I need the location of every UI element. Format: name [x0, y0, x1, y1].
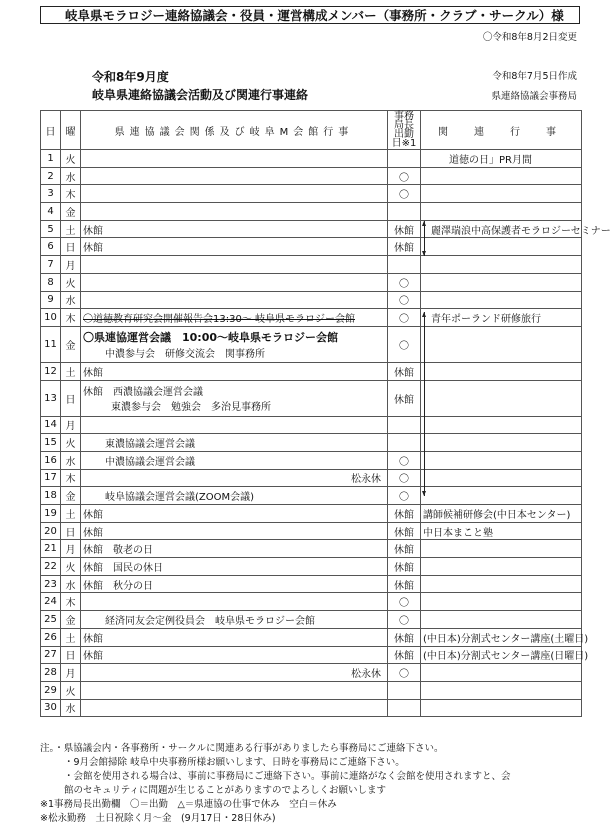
staff-off-note — [381, 294, 385, 305]
day-cell: 11 — [41, 326, 61, 362]
dow-cell: 火 — [61, 150, 81, 168]
day-cell: 30 — [41, 699, 61, 717]
related-cell — [421, 291, 582, 309]
activity-text — [83, 470, 105, 481]
activity-line — [83, 153, 385, 164]
activity-cell — [81, 185, 388, 203]
day-cell: 8 — [41, 273, 61, 291]
dow-cell: 日 — [61, 522, 81, 540]
activity-cell — [81, 238, 388, 256]
activity-line — [83, 435, 385, 450]
table-row — [41, 416, 582, 434]
attendance-cell — [388, 256, 421, 274]
table-row — [41, 664, 582, 682]
activity-line — [83, 310, 385, 325]
activity-text — [83, 665, 105, 676]
table-row — [41, 487, 582, 505]
related-cell — [421, 451, 582, 469]
activity-cell — [81, 203, 388, 221]
closed-label: 休館 — [83, 225, 103, 237]
related-cell — [421, 664, 582, 682]
related-cell — [421, 238, 582, 256]
day-cell: 16 — [41, 451, 61, 469]
dow-cell: 金 — [61, 326, 81, 362]
related-cell — [421, 681, 582, 699]
staff-off-note — [381, 488, 385, 503]
related-cell — [421, 167, 582, 185]
related-cell — [421, 273, 582, 291]
dow-cell: 月 — [61, 664, 81, 682]
attendance-cell: 〇 — [388, 487, 421, 505]
dow-cell: 木 — [61, 469, 81, 487]
attendance-cell: 休館 — [388, 628, 421, 646]
notes — [40, 742, 585, 826]
attendance-cell: 〇 — [388, 273, 421, 291]
related-cell — [421, 203, 582, 221]
activity-line — [83, 559, 385, 574]
activity-cell — [81, 220, 388, 238]
staff-off-note — [381, 630, 385, 645]
staff-off-note — [381, 435, 385, 450]
day-cell: 23 — [41, 575, 61, 593]
staff-off-note — [381, 206, 385, 217]
activity-line — [83, 239, 385, 254]
related-cell — [421, 540, 582, 558]
table-row — [41, 451, 582, 469]
table-row — [41, 593, 582, 611]
day-cell: 6 — [41, 238, 61, 256]
closed-label: 休館 — [83, 509, 103, 521]
table-row — [41, 522, 582, 540]
table-row — [41, 203, 582, 221]
attendance-cell — [388, 434, 421, 452]
attendance-cell: 休館 — [388, 380, 421, 416]
note-1: 注。・県協議会内・各事務所・サークルに関連ある行事がありましたら事務局にご連絡下さい。 — [40, 743, 444, 754]
attendance-cell: 〇 — [388, 593, 421, 611]
activity-cell — [81, 505, 388, 523]
table-row — [41, 362, 582, 380]
related-cell: 講師候補研修会(中日本センター) — [421, 505, 582, 523]
activity-cell — [81, 628, 388, 646]
closed-label: 休館 — [83, 367, 103, 379]
attendance-cell: 休館 — [388, 558, 421, 576]
day-cell: 4 — [41, 203, 61, 221]
note-4: ※1事務局長出勤欄 〇＝出勤 △＝県連協の仕事で休み 空白＝休み — [40, 799, 337, 810]
dow-cell: 金 — [61, 611, 81, 629]
table-row — [41, 380, 582, 416]
table-row — [41, 150, 582, 168]
table-row — [41, 611, 582, 629]
day-cell: 3 — [41, 185, 61, 203]
activity-line — [83, 222, 385, 237]
dow-cell: 木 — [61, 309, 81, 327]
activity-text: 西濃協議会運営会議 — [113, 387, 203, 399]
table-row — [41, 469, 582, 487]
day-cell: 22 — [41, 558, 61, 576]
related-cell — [421, 558, 582, 576]
day-cell: 2 — [41, 167, 61, 185]
staff-off-note — [381, 541, 385, 556]
dow-cell: 土 — [61, 220, 81, 238]
table-row — [41, 681, 582, 699]
dow-cell: 水 — [61, 575, 81, 593]
attendance-cell: 〇 — [388, 664, 421, 682]
activity-text: 国民の休日 — [113, 562, 163, 574]
closed-label: 休館 — [83, 527, 103, 539]
activity-line — [83, 329, 385, 345]
attendance-cell: 休館 — [388, 220, 421, 238]
activity-text: 敬老の日 — [113, 545, 153, 557]
activity-line — [83, 541, 385, 556]
activity-cell — [81, 646, 388, 664]
table-row — [41, 256, 582, 274]
activity-line — [83, 171, 385, 182]
dow-cell: 土 — [61, 362, 81, 380]
attendance-cell: 休館 — [388, 505, 421, 523]
activity-cell — [81, 326, 388, 362]
day-cell: 21 — [41, 540, 61, 558]
day-cell: 15 — [41, 434, 61, 452]
activity-line — [83, 665, 385, 680]
day-cell: 28 — [41, 664, 61, 682]
related-cell — [421, 611, 582, 629]
dow-cell: 金 — [61, 203, 81, 221]
related-cell — [421, 434, 582, 452]
activity-cell — [81, 150, 388, 168]
table-row — [41, 540, 582, 558]
activity-text — [83, 153, 105, 164]
related-cell — [421, 416, 582, 434]
related-cell — [421, 362, 582, 380]
table-row — [41, 628, 582, 646]
activity-line — [83, 596, 385, 607]
activity-cell — [81, 522, 388, 540]
attendance-cell: 〇 — [388, 185, 421, 203]
changed-date: 〇令和8年8月2日変更 — [482, 32, 577, 43]
activity-cell — [81, 558, 388, 576]
staff-off-note — [381, 647, 385, 662]
activity-line — [83, 277, 385, 288]
attendance-cell — [388, 203, 421, 221]
activity-cell — [81, 451, 388, 469]
closed-label: 休館 — [83, 243, 103, 255]
dow-cell: 水 — [61, 451, 81, 469]
activity-line — [83, 294, 385, 305]
activity-cell — [81, 469, 388, 487]
day-cell: 10 — [41, 309, 61, 327]
table-row — [41, 273, 582, 291]
day-cell: 26 — [41, 628, 61, 646]
dow-cell: 水 — [61, 291, 81, 309]
created-date: 令和8年7月5日作成 — [492, 71, 577, 82]
activity-text: 〇道徳教育研究会開催報告会13:30～ 岐阜県モラロジー会館 — [83, 314, 355, 326]
activity-line — [83, 470, 385, 485]
related-cell: 中日本まこと塾 — [421, 522, 582, 540]
day-cell: 25 — [41, 611, 61, 629]
attendance-cell — [388, 416, 421, 434]
staff-off-note — [381, 171, 385, 182]
day-cell: 24 — [41, 593, 61, 611]
activity-text: 経済同友会定例役員会 岐阜県モラロジー会館 — [105, 615, 315, 627]
attendance-cell — [388, 699, 421, 717]
activity-text: 東濃協議会運営会議 — [105, 439, 195, 451]
activity-text — [83, 702, 105, 713]
activity-cell — [81, 681, 388, 699]
activity-cell — [81, 540, 388, 558]
activity-line — [83, 647, 385, 662]
related-cell — [421, 469, 582, 487]
staff-off-note — [381, 222, 385, 237]
dow-cell: 土 — [61, 628, 81, 646]
staff-off-note — [381, 329, 385, 345]
table-row — [41, 238, 582, 256]
related-cell: 青年ポーランド研修旅行 — [421, 309, 582, 327]
attendance-cell: 休館 — [388, 522, 421, 540]
activity-text — [83, 685, 105, 696]
staff-off-note — [381, 383, 385, 398]
attendance-cell: 〇 — [388, 469, 421, 487]
table-row — [41, 309, 582, 327]
activity-text — [83, 206, 105, 217]
attendance-cell: 〇 — [388, 451, 421, 469]
related-cell — [421, 256, 582, 274]
staff-off-note — [381, 239, 385, 254]
activity-cell — [81, 611, 388, 629]
col-day: 日 — [41, 111, 61, 150]
issuer: 県連絡協議会事務局 — [491, 91, 577, 102]
staff-off-note — [381, 596, 385, 607]
activity-line — [83, 188, 385, 199]
activity-line — [83, 364, 385, 379]
related-cell — [421, 326, 582, 362]
dow-cell: 日 — [61, 380, 81, 416]
staff-off-note: 松永休 — [351, 669, 381, 681]
attendance-cell: 〇 — [388, 611, 421, 629]
dow-cell: 木 — [61, 185, 81, 203]
activity-text: 中濃協議会運営会議 — [105, 456, 195, 468]
col-activities: 県連協議会関係及び岐阜M会館行事 — [81, 111, 388, 150]
activity-text: 秋分の日 — [113, 580, 153, 592]
activity-text-2: 東濃参与会 勉強会 多治見事務所 — [111, 402, 271, 414]
staff-off-note — [381, 419, 385, 430]
day-cell: 13 — [41, 380, 61, 416]
staff-off-note — [381, 188, 385, 199]
activity-line — [83, 259, 385, 270]
activity-line — [83, 702, 385, 713]
closed-label: 休館 — [83, 580, 103, 592]
attendance-cell: 休館 — [388, 540, 421, 558]
table-row — [41, 558, 582, 576]
table-header-row — [41, 111, 582, 150]
activity-cell — [81, 575, 388, 593]
activity-line — [83, 612, 385, 627]
related-cell: 道徳の日」PR月間 — [421, 150, 582, 168]
activity-cell — [81, 291, 388, 309]
related-cell — [421, 487, 582, 505]
activity-cell — [81, 434, 388, 452]
dow-cell: 火 — [61, 558, 81, 576]
col-related: 関 連 行 事 — [421, 111, 582, 150]
activity-line — [83, 383, 385, 398]
staff-off-note — [381, 453, 385, 468]
dow-cell: 金 — [61, 487, 81, 505]
header-title: 岐阜県モラロジー連絡協議会・役員・運営構成メンバー（事務所・クラブ・サークル）様 — [40, 6, 580, 24]
attendance-cell: 休館 — [388, 238, 421, 256]
activity-text — [83, 171, 105, 182]
related-cell — [421, 593, 582, 611]
day-cell: 12 — [41, 362, 61, 380]
table-row — [41, 220, 582, 238]
doc-subtitle: 岐阜県連絡協議会活動及び関連行事連絡 — [92, 88, 309, 102]
activity-cell — [81, 380, 388, 416]
closed-label: 休館 — [83, 562, 103, 574]
day-cell: 5 — [41, 220, 61, 238]
range-arrow-poland-trip — [424, 312, 425, 496]
note-2: ・9月会館掃除 岐阜中央事務所様お願いします、日時を事務局にご連絡下さい。 — [64, 757, 405, 768]
staff-off-note — [381, 524, 385, 539]
activity-text — [83, 419, 105, 430]
dow-cell: 火 — [61, 434, 81, 452]
attendance-cell: 〇 — [388, 167, 421, 185]
day-cell: 20 — [41, 522, 61, 540]
table-row — [41, 646, 582, 664]
day-cell: 18 — [41, 487, 61, 505]
dow-cell: 木 — [61, 593, 81, 611]
dow-cell: 月 — [61, 416, 81, 434]
activity-cell — [81, 487, 388, 505]
attendance-cell: 休館 — [388, 362, 421, 380]
staff-off-note — [381, 577, 385, 592]
col-attendance: 事務局長出勤日※1 — [388, 111, 421, 150]
related-cell — [421, 699, 582, 717]
table-row — [41, 575, 582, 593]
day-cell: 27 — [41, 646, 61, 664]
staff-off-note — [381, 685, 385, 696]
activity-text — [83, 596, 105, 607]
staff-off-note — [381, 364, 385, 379]
activity-cell — [81, 593, 388, 611]
activity-text — [83, 277, 105, 288]
table-row — [41, 699, 582, 717]
related-cell: 麗澤瑞浪中高保護者モラロジーセミナー — [421, 220, 582, 238]
activity-cell — [81, 699, 388, 717]
activity-line — [83, 524, 385, 539]
table-row — [41, 291, 582, 309]
related-cell — [421, 380, 582, 416]
table-row — [41, 185, 582, 203]
note-3a: ・会館を使用される場合は、事前に事務局にご連絡下さい。事前に連絡がなく会館を使用されますと、会 — [64, 771, 511, 782]
closed-label: 休館 — [83, 387, 103, 399]
activity-cell — [81, 167, 388, 185]
attendance-cell: 〇 — [388, 291, 421, 309]
activity-text-2: 中濃参与会 研修交流会 関事務所 — [105, 348, 265, 360]
table-row — [41, 326, 582, 362]
activity-cell — [81, 273, 388, 291]
staff-off-note: 松永休 — [351, 474, 381, 486]
activity-text — [83, 259, 105, 270]
dow-cell: 火 — [61, 273, 81, 291]
attendance-cell: 〇 — [388, 309, 421, 327]
related-cell — [421, 575, 582, 593]
attendance-cell: 休館 — [388, 646, 421, 664]
activity-cell — [81, 256, 388, 274]
table-row — [41, 167, 582, 185]
attendance-cell — [388, 681, 421, 699]
month-title: 令和8年9月度 — [92, 70, 169, 84]
dow-cell: 日 — [61, 646, 81, 664]
activity-line — [83, 206, 385, 217]
staff-off-note — [381, 310, 385, 325]
dow-cell: 水 — [61, 699, 81, 717]
day-cell: 7 — [41, 256, 61, 274]
activity-line — [83, 685, 385, 696]
closed-label: 休館 — [83, 545, 103, 557]
activity-line — [83, 488, 385, 503]
table-row — [41, 505, 582, 523]
attendance-cell — [388, 150, 421, 168]
activity-line — [83, 453, 385, 468]
staff-off-note — [381, 506, 385, 521]
day-cell: 9 — [41, 291, 61, 309]
table-row — [41, 434, 582, 452]
activity-cell — [81, 416, 388, 434]
schedule-table — [40, 110, 611, 717]
dow-cell: 月 — [61, 256, 81, 274]
staff-off-note — [381, 612, 385, 627]
attendance-cell: 休館 — [388, 575, 421, 593]
activity-cell — [81, 664, 388, 682]
range-arrow-seminar — [424, 221, 425, 256]
dow-cell: 火 — [61, 681, 81, 699]
activity-text: 〇県連協運営会議 10:00～岐阜県モラロジー会館 — [83, 330, 339, 344]
note-5: ※松永勤務 土日祝除く月～金 (9月17日・28日休み) — [40, 813, 276, 824]
closed-label: 休館 — [83, 633, 103, 645]
note-3b: 館のセキュリティに問題が生じることがありますのでよろしくお願いします — [64, 785, 387, 796]
dow-cell: 水 — [61, 167, 81, 185]
activity-text: 岐阜協議会運営会議(ZOOM会議) — [105, 492, 255, 504]
related-cell: (中日本)分割式センター講座(土曜日) — [421, 628, 582, 646]
activity-text — [83, 294, 105, 305]
activity-line — [83, 577, 385, 592]
dow-cell: 月 — [61, 540, 81, 558]
activity-cell — [81, 309, 388, 327]
day-cell: 17 — [41, 469, 61, 487]
activity-line — [83, 419, 385, 430]
activity-line — [83, 630, 385, 645]
related-cell: (中日本)分割式センター講座(日曜日) — [421, 646, 582, 664]
staff-off-note — [381, 559, 385, 574]
attendance-cell: 〇 — [388, 326, 421, 362]
staff-off-note — [381, 277, 385, 288]
staff-off-note — [381, 259, 385, 270]
activity-line — [83, 506, 385, 521]
staff-off-note — [381, 153, 385, 164]
related-cell — [421, 185, 582, 203]
day-cell: 1 — [41, 150, 61, 168]
closed-label: 休館 — [83, 651, 103, 663]
day-cell: 14 — [41, 416, 61, 434]
day-cell: 29 — [41, 681, 61, 699]
activity-text — [83, 188, 105, 199]
dow-cell: 土 — [61, 505, 81, 523]
day-cell: 19 — [41, 505, 61, 523]
col-dow: 曜 — [61, 111, 81, 150]
dow-cell: 日 — [61, 238, 81, 256]
activity-cell — [81, 362, 388, 380]
staff-off-note — [381, 702, 385, 713]
